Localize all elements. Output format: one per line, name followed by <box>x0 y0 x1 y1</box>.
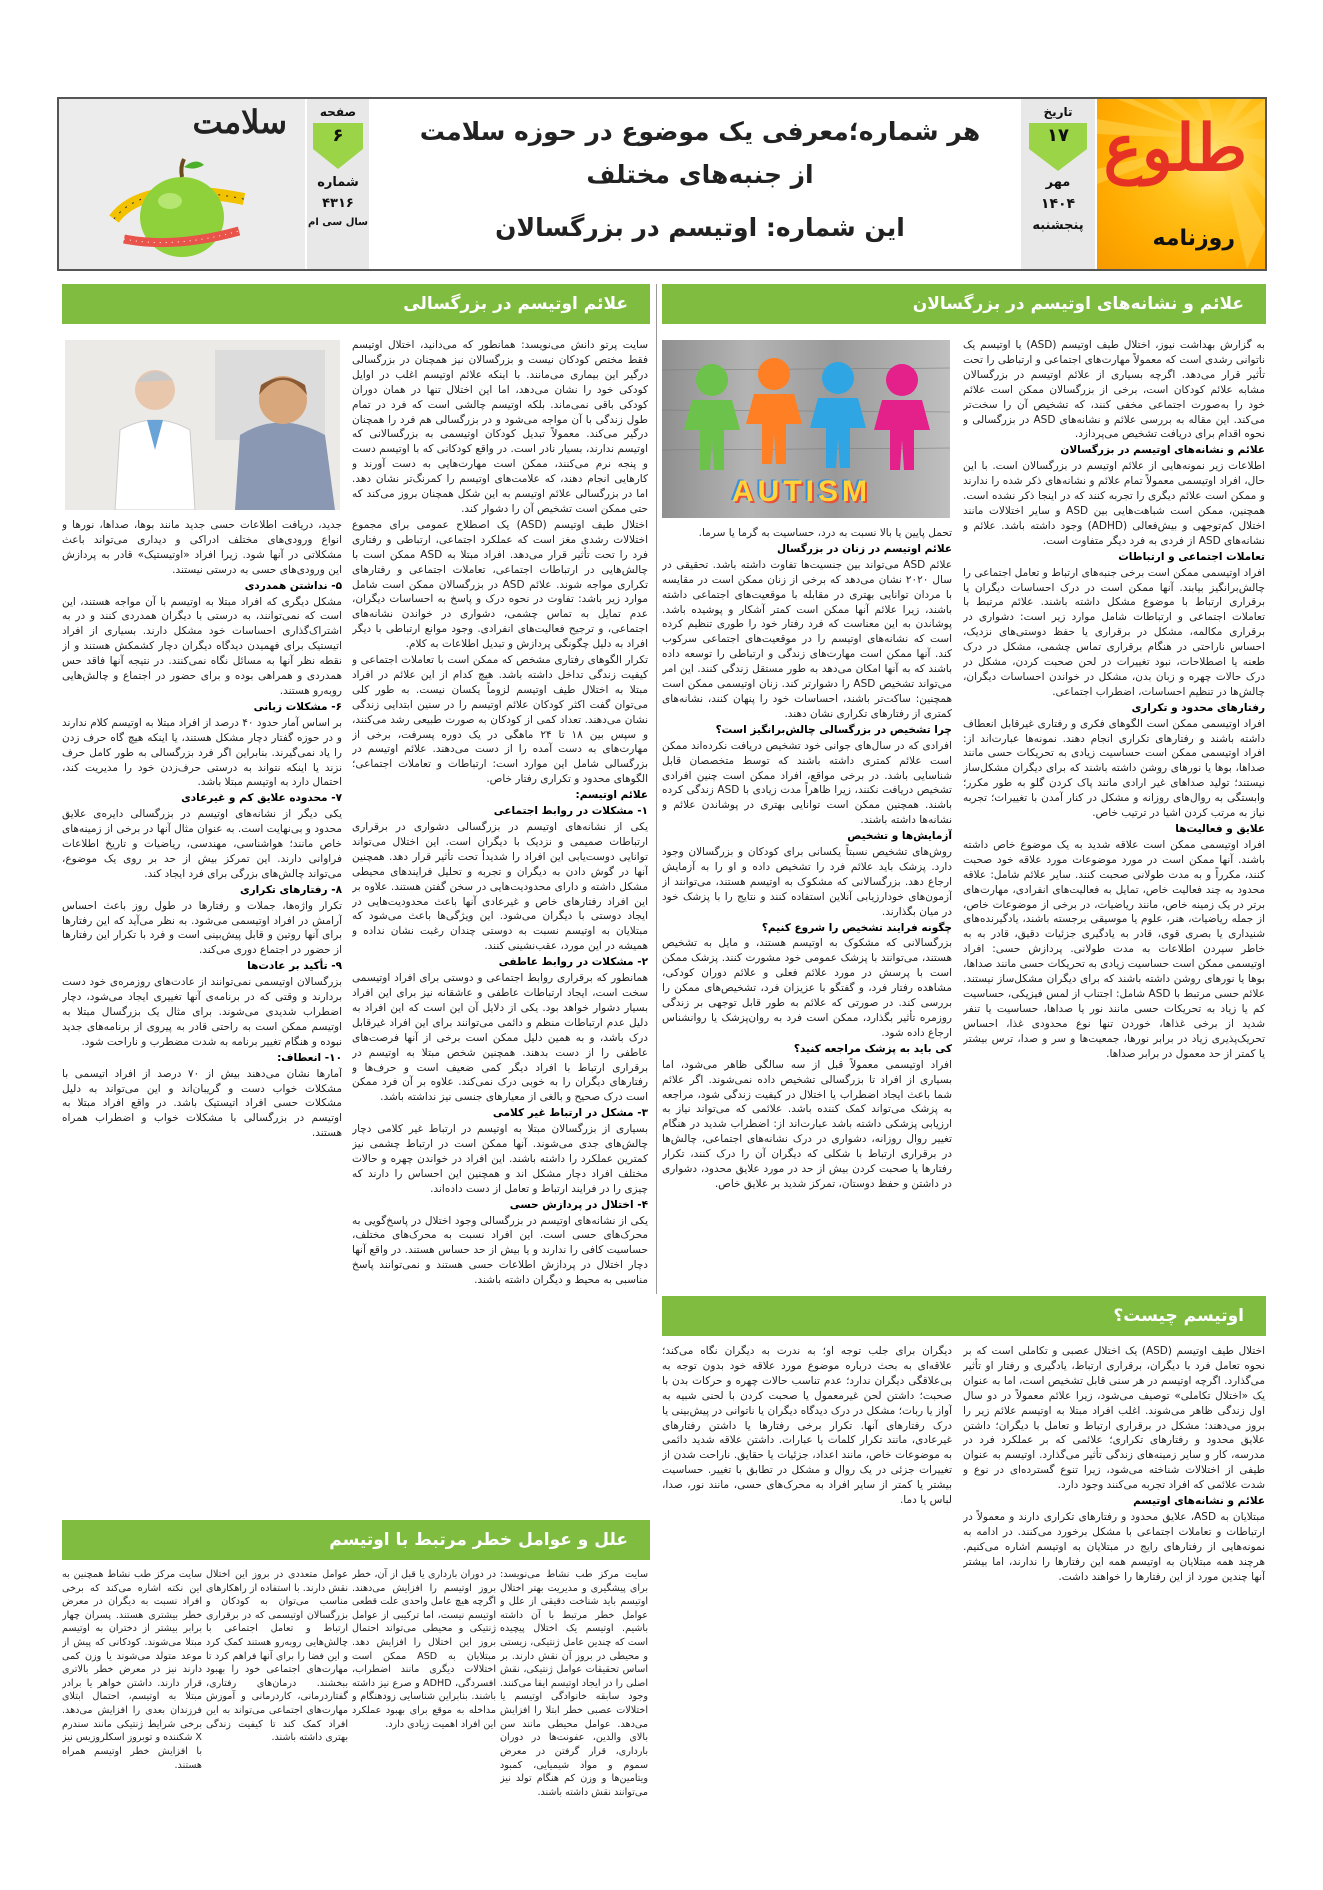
subheading: چگونه فرایند تشخیص را شروع کنیم؟ <box>761 921 952 934</box>
section-bar-risk <box>62 1520 650 1560</box>
page-label: صفحه <box>319 105 357 119</box>
subheading: ۵- نداشتن همدردی <box>244 579 342 592</box>
subheading: چرا تشخیص در بزرگسالی چالش‌برانگیز است؟ <box>715 723 952 736</box>
subheading: علائم اوتیسم در زنان در بزرگسال <box>777 542 952 555</box>
section-bar-adult-signs <box>62 284 650 324</box>
date-label: تاریخ <box>1043 105 1073 119</box>
subheading: تعاملات اجتماعی و ارتباطات <box>1118 550 1265 563</box>
subheading: ۳- مشکل در ارتباط غیر کلامی <box>492 1107 648 1120</box>
paragraph: تحمل پایین یا بالا نسبت به درد، حساسیت به گرما یا سرما. <box>698 527 952 539</box>
subheading: علائم اوتیسم: <box>575 789 648 802</box>
date-box <box>1021 99 1095 269</box>
subheading: ۶- مشکلات زبانی <box>253 700 342 713</box>
subheading: علائم و نشانه‌های اوتیسم در بزرگسالان <box>1060 444 1265 457</box>
section-title-adult-signs: علائم اوتیسم در بزرگسالی <box>403 294 628 314</box>
paragraph: اختلال طیف اوتیسم (ASD) یک اختلال عصبی و تکاملی است که بر نحوه تعامل فرد با دیگران، برقراری ارتباط، یادگیری و رفتار او تأثیر می‌گذارد. اگرچه اوتیسم در هر سنی قابل تشخیص است، اما به عنوان یک «اختلال تکاملی» توصیف می‌شود، زیرا علائم معمولاً در دو سال اول زندگی ظاهر می‌شوند. اغلب افراد مبتلا به اوتیسم علائم زیر را بروز می‌دهند: مشکل در برقراری ارتباط و تعامل با دیگران؛ داشتن علایق محدود و رفتارهای تکراری؛ علائمی که بر عملکرد فرد در مدرسه، کار و سایر زمینه‌های زندگی تأثیر می‌گذارد. اوتیسم به عنوان طیفی از اختلالات شناخته می‌شود، زیرا تنوع گسترده‌ای در نوع و شدت علائمی که افراد تجربه می‌کنند وجود دارد. <box>963 1345 1265 1492</box>
paragraph: افرادی که در سال‌های جوانی خود تشخیص دریافت نکرده‌اند ممکن است علائم کمتری داشته باشند که توسط متخصصان قابل شناسایی باشد. در برخی مواقع، افراد ممکن است چنین افرادی تشخیص دریافت نکنند، زیرا ظاهراً مدت زیادی با ASD زندگی کرده باشند. همچنین ممکن است توانایی بهتری در پوشاندن علائم و نشانه‌ها داشته باشند. <box>662 739 952 827</box>
paragraph: عوامل متعددی در بروز این اختلال نقش دارند. با استفاده از راهکارهای مناسب می‌توان به کودکان و بزرگسالان اوتیسمی که در برقراری ارتباط و تعامل اجتماعی با چالش‌هایی روبه‌رو هستند کمک کرد و این فضا را برای آنها فراهم کرد تا مهارت‌های اجتماعی خود را بهبود ببخشند. درمان‌های رفتاری، گفتاردرمانی، کاردرمانی و آموزش مهارت‌های اجتماعی می‌تواند به این افراد کمک کند تا کیفیت زندگی بهتری داشته باشند. <box>206 1569 348 1744</box>
paragraph: تکرار واژه‌ها، جملات و رفتارها در طول روز باعث احساس آرامش در افراد اوتیسمی می‌شود. به نظر می‌آید که این رفتارها برای آنها روتین و قابل پیش‌بینی است و فرد با تکرار این رفتارها از حضور در اجتماع دوری می‌کند. <box>62 899 342 957</box>
subheading: کی باید به پزشک مراجعه کنید؟ <box>793 1042 952 1055</box>
paragraph: سایت مرکز طب نشاط همچنین به این نکته اشاره می‌کند که برخی افراد نسبت به دیگران در معرض خطر بیشتری هستند. پسران چهار برابر بیشتر از دختران به اوتیسم مبتلا می‌شوند. کودکانی که پیش از موعد متولد می‌شوند یا وزن کمی دارند نیز در معرض خطر بالاتری قرار دارند. داشتن خواهر یا برادر مبتلا به اوتیسم، احتمال ابتلای فرزندان بعدی را افزایش می‌دهد. برخی شرایط ژنتیکی مانند سندرم X شکننده و توبروز اسکلروزیس نیز با افزایش خطر اوتیسم همراه هستند. <box>62 1569 202 1771</box>
doctor-patient-icon <box>65 340 340 510</box>
paragraph: دیگران برای جلب توجه او؛ به ندرت به دیگران نگاه می‌کند؛ علاقه‌ای به بحث درباره موضوع مورد علاقه خود بدون توجه به بی‌علاقگی دیگران ندارد؛ عدم تناسب حالات چهره و حرکات بدن با صحبت؛ داشتن لحن غیرمعمول یا صحبت کردن با لحنی شبیه به آواز یا ربات؛ مشکل در درک دیدگاه دیگران یا ناتوانی در پیش‌بینی یا درک رفتارهای آنها. تکرار برخی رفتارها یا داشتن رفتارهای غیرعادی، مانند تکرار کلمات یا عبارات. داشتن علاقه شدید دائمی به موضوعات خاص، مانند اعداد، جزئیات یا حقایق. ناراحت شدن از تغییرات جزئی در یک روال و مشکل در تطابق با تغییر. حساسیت بیشتر یا کمتر از سایر افراد به محرک‌های حسی، مانند نور، صدا، لباس یا دما. <box>662 1345 952 1507</box>
paragraph: یکی دیگر از نشانه‌های اوتیسم در بزرگسالی دایره‌ی علایق محدود و بی‌نهایت است. به عنوان مثال آنها در برخی از زمینه‌های خاص مانند؛ هواشناسی، مهندسی، ریاضیات و تاریخ اطلاعات فراوانی دارند. این تمرکز بیش از حد بر روی یک موضوع، می‌تواند چالش‌های بزرگی برای فرد ایجاد کند. <box>62 808 342 880</box>
paragraph: افراد اوتیسمی ممکن است الگوهای فکری و رفتاری غیرقابل انعطاف داشته باشند و رفتارهای تکراری انجام دهند. نمونه‌ها عبارت‌اند از: افراد اوتیسمی ممکن است حساسیت زیادی به تحریکات حسی مانند صداها، بوها یا نورهای روشن داشته باشند که برای دیگران مشکل‌ساز نیستند؛ تولید صداهای غیر ارادی مانند پاک کردن گلو به طور مکرر؛ وابستگی به روال‌های روزانه و مشکل در کنار آمدن با تغییرات؛ تجربه نیاز به مرتب کردن اشیا در ترتیب خاص. <box>963 717 1265 820</box>
article-signs-column-1 <box>963 338 1265 1286</box>
section-bar-signs <box>662 284 1266 324</box>
paragraph: همانطور که برقراری روابط اجتماعی و دوستی برای افراد اوتیسمی سخت است، ایجاد ارتباطات عاطفی و عاشقانه نیز برای این افراد بسیار دشوار خواهد بود. یکی از دلایل آن این است که این افراد به دلیل عدم ارتباطات منظم و دائمی می‌توانند برای این افراد غیرقابل درک باشد، و به همین دلیل ممکن است برخی از آنها فرصت‌های عاطفی را از دست بدهند. همچنین شخص مبتلا به اوتیسم در برقراری ارتباط با افراد دیگر کمی ضعیف است و حرف‌ها و رفتارهای دیگران را به خوبی درک نمی‌کند. علاوه بر آن فرد ممکن است درک صحیح و بالغی از معیارهای جنسی نیز نداشته باشد. <box>352 972 648 1104</box>
article-what-is-column-2 <box>662 1344 952 1856</box>
column-divider <box>656 284 657 1294</box>
subheading: علائم و نشانه‌های اوتیسم <box>1133 1495 1265 1508</box>
paragraph: آمارها نشان می‌دهند بیش از ۷۰ درصد از افراد اتیسمی با مشکلات خواب دست و گریبان‌اند و این می‌تواند به دلیل مشکلات حسی افراد اتیستیک باشد. در واقع افراد مبتلا به اوتیسم در بزرگسالی با مشکلات خواب و اضطراب همراه هستند. <box>62 1067 342 1140</box>
paragraph: یکی از نشانه‌های اوتیسم در بزرگسالی وجود اختلال در پاسخ‌گویی به محرک‌های حسی است. این افراد نسبت به محرک‌های مختلف، حساسیت کافی را ندارند و یا بیش از حد حساس هستند. در واقع آنها دچار اختلال در پردازش اطلاعات حسی هستند و نمی‌توانند پاسخ مناسبی به محیط و دیگران داشته باشند. <box>352 1214 648 1287</box>
article-risk-column-1 <box>500 1568 648 1858</box>
paragraph: سایت پرتو دانش می‌نویسد: همانطور که می‌دانید، اختلال اوتیسم فقط مختص کودکان نیست و بزرگسالان نیز همچنان در بزرگسالی درگیر این بیماری می‌مانند. با اینکه علائم اوتیسم اغلب در اوایل کودکی خود را نشان می‌دهد، اما این اختلال تنها در همان دوران کودکی باقی نمی‌ماند. بلکه اوتیسم چالشی است که فرد در تمام طول زندگی با آن مواجه می‌شود و در بزرگسالی هم فرد را همچنان درگیر می‌کند. معمولاً تبدیل کودکان اوتیسمی به بزرگسالانی که اوتیسم ندارند، بسیار نادر است. در واقع کودکانی که با اوتیسم دست و پنجه نرم می‌کنند، ممکن است مهارت‌هایی به دست آورند و کارهایی انجام دهند، که علامت‌های اوتیسم را کمرنگ‌تر نشان دهد. اما در بزرگسالی علائم اوتیسم به این شکل همچنان بروز می‌کند که حتی ممکن است تشخیص آن را دشوار کند. <box>352 339 648 515</box>
paragraph: اطلاعات زیر نمونه‌هایی از علائم اوتیسم در بزرگسالان است. با این حال، افراد اوتیسمی معمولاً تمام علائم و نشانه‌های ذکر شده را ندارند و ممکن است علائم دیگری را تجربه کنند که در اینجا ذکر نشده است. همچنین، ممکن است شباهت‌هایی بین ASD و سایر اختلالات مانند اختلال کم‌توجهی و بیش‌فعالی (ADHD) وجود داشته باشد. علائم و نشانه‌های ASD از فردی به فرد دیگر متفاوت است. <box>963 460 1265 547</box>
paragraph: مبتلایان به ASD، علایق محدود و رفتارهای تکراری دارند و معمولاً در ارتباطات و تعاملات اجتماعی با مشکل برخورد می‌کنند. در ادامه به نمونه‌هایی از رفتارهای رایج در مبتلایان به اوتیسم اشاره می‌کنیم. هرچند همه مبتلایان به اوتیسم همه این رفتارها را ندارند، اما بیشتر آنها چندین مورد از این رفتارها را خواهند داشت. <box>963 1510 1265 1583</box>
paragraph: افراد اوتیسمی معمولاً قبل از سه سالگی ظاهر می‌شود، اما بسیاری از افراد تا بزرگسالی تشخیص داده نمی‌شوند. اگر علائم شما باعث ایجاد اضطراب یا اختلال در کیفیت زندگی شود، مراجعه به پزشک می‌تواند کمک کننده باشد. علائمی که می‌تواند نیاز به ارزیابی پزشکی داشته باشد عبارت‌اند از: اضطراب شدید در هنگام تغییر روال روزانه، دشواری در درک نشانه‌های اجتماعی، چالش‌ها در برقراری ارتباط با شکلی که دیگران آن را درک کنند، تکرار رفتارها یا صحبت کردن بیش از حد در مورد علایق محدود، دشواری در داشتن و حفظ دوستان، تمرکز شدید بر علایق خاص. <box>662 1058 952 1190</box>
paragraph: بزرگسالانی که مشکوک به اوتیسم هستند، و مایل به تشخیص هستند، می‌توانند با پزشک عمومی خود مشورت کنند. پزشک ممکن است با پرسش در مورد علائم فعلی و علائم دوران کودکی، مشاهده رفتار فرد، و گفتگو با عزیزان فرد، تشخیص‌های ممکن را بررسی کند. در صورتی که علائم به طور قابل توجهی بر زندگی روزمره تأثیر بگذارد، ممکن است فرد به روان‌پزشک یا روانشناس ارجاع داده شود. <box>662 937 952 1039</box>
autism-figures-image <box>662 340 950 518</box>
subheading: ۹- تأکید بر عادت‌ها <box>247 960 342 973</box>
page-number: ۶ <box>313 123 363 149</box>
masthead <box>57 97 1267 271</box>
newspaper-type: روزنامه <box>1152 226 1235 251</box>
paragraph: بسیاری از بزرگسالان مبتلا به اوتیسم در ارتباط غیر کلامی دچار چالش‌های جدی می‌شوند. آنها ممکن است در ارتباط چشمی نیز کمترین عملکرد را داشته باشند. این افراد در خواندن چهره و حالات مختلف افراد دچار مشکل اند و همچنین این احساس را دارند که چیزی را در فرایند ارتباط و تعامل از دست داده‌اند. <box>352 1123 648 1195</box>
apple-measuring-tape-icon <box>104 139 254 264</box>
paragraph: سایت مرکز طب نشاط می‌نویسد: برای پیشگیری و مدیریت بهتر اختلال اوتیسم باید شناخت دقیقی از علل و عوامل خطر مرتبط با آن داشته باشیم. اوتیسم یک اختلال پیچیده است که چندین عامل ژنتیکی، زیستی و محیطی در بروز آن نقش دارند. بر اساس تحقیقات عوامل ژنتیکی، نقش اصلی را در ایجاد اوتیسم ایفا می‌کنند. وجود سابقه خانوادگی اوتیسم یا اختلالات عصبی خطر ابتلا را افزایش می‌دهد. عوامل محیطی مانند سن بالای والدین، عفونت‌ها در دوران بارداری، قرار گرفتن در معرض سموم و مواد شیمیایی، کمبود ویتامین‌ها و وزن کم هنگام تولد نیز می‌توانند نقش داشته باشند. <box>500 1569 648 1798</box>
headline-line-2: از جنبه‌های مختلف <box>586 160 814 189</box>
issue-label: شماره <box>317 175 359 190</box>
article-adult-column-2 <box>62 518 342 1513</box>
subheading: آزمایش‌ها و تشخیص <box>847 830 952 843</box>
issue-number: ۴۳۱۶ <box>322 196 354 211</box>
article-what-is-column-1 <box>963 1344 1265 1856</box>
subheading: ۱۰- انعطاف: <box>277 1051 342 1064</box>
subheading: ۲- مشکلات در روابط عاطفی <box>498 956 648 969</box>
article-signs-column-2 <box>662 526 952 1286</box>
paragraph: جدید، دریافت اطلاعات حسی جدید مانند بوها، صداها، نورها و انواع ورودی‌های مختلف ادراکی و دیداری می‌تواند باعث مشکلاتی در آنها شود. زیرا افراد «اوتیستیک» قادر به پردازش این ورودی‌های حسی به درستی نیستند. <box>62 519 342 576</box>
date-pointer-icon <box>1029 149 1087 171</box>
paragraph: به گزارش بهداشت نیوز، اختلال طیف اوتیسم (ASD) یا اوتیسم یک ناتوانی رشدی است که معمولاً مهارت‌های اجتماعی و ارتباطی را تحت تأثیر قرار می‌دهد. اگرچه بسیاری از علائم اوتیسم در بزرگسالان مشابه علائم کودکان است، برخی از بزرگسالان ممکن است علائم خود را به‌صورت اجتماعی مخفی کنند، که تشخیص آن را سخت‌تر می‌کند. این مقاله به بررسی علائم و نشانه‌های ASD در بزرگسالی و نحوه اقدام برای دریافت تشخیص می‌پردازد. <box>963 339 1265 441</box>
paragraph: روش‌های تشخیص نسبتاً یکسانی برای کودکان و بزرگسالان وجود دارد. پزشک باید علائم فرد را تشخیص داده و او را به آزمایش ارجاع دهد. بزرگسالانی که مشکوک به اوتیسم هستند، می‌توانند از آزمون‌های خودارزیابی آنلاین استفاده کنند و نتایج را با پزشک خود در میان بگذارند. <box>662 846 952 918</box>
paragraph: مشکل دیگری که افراد مبتلا به اوتیسم با آن مواجه هستند، این است که نمی‌توانند، به درستی با دیگران همدردی کنند و در به اشتراک‌گذاری احساسات خود مشکل دارند. بسیاری از افراد اتیستیک برای فهمیدن دیدگاه دیگران دچار کشمکش هستند و از نقطه نظر آنها به مسائل نگاه نمی‌کنند. در نتیجه آنها فاقد حس همدردی و همراهی بوده و برای حضور در اجتماع و چالش‌هایی رو‌به‌رو هستند. <box>62 595 342 697</box>
section-title-signs: علائم و نشانه‌های اوتیسم در بزرگسالان <box>912 294 1244 314</box>
masthead-headline <box>390 99 1010 269</box>
subheading: ۴- اختلال در پردازش حسی <box>509 1198 648 1211</box>
date-year: ۱۴۰۴ <box>1040 196 1076 212</box>
paragraph: بر اساس آمار حدود ۴۰ درصد از افراد مبتلا به اوتیسم کلام ندارند و در حوزه گفتار دچار مشکل هستند، یا اینکه هیچ گاه حرف زدن را یاد نمی‌گیرند. بنابراین اگر فرد بزرگسالی به طور کامل حرف نزند یا اینکه نتواند به درستی حرف‌زدن خود را مدیریت کند، احتمال دارد به اوتیسم مبتلا باشد. <box>62 716 342 789</box>
article-risk-column-3 <box>206 1568 348 1858</box>
article-adult-column-1 <box>352 338 648 1513</box>
autism-word: AUTISM <box>732 475 871 508</box>
weekday: پنجشنبه <box>1032 218 1084 233</box>
paragraph: افراد اوتیسمی ممکن است برخی جنبه‌های ارتباط و تعامل اجتماعی را چالش‌برانگیز بیابند. آنها ممکن است در درک احساسات دیگران یا برقراری ارتباط با موضوع مشکل داشته باشند. علائم مرتبط با تعاملات اجتماعی و ارتباطات شامل موارد زیر است: دشواری در برقراری مکالمه، مشکل در برقراری یا حفظ دوستی‌های نزدیک، احساس ناراحتی در هنگام برقراری تماس چشمی، مشکل در درک طعنه یا اصطلاحات، نبود تغییرات در لحن صحبت کردن، مشکل در درک حالات چهره و زبان بدن، مشکل در خواندن احساسات دیگران، چالش‌ها در تنظیم احساسات، اضطراب اجتماعی. <box>963 566 1265 698</box>
date-month: مهر <box>1045 175 1071 190</box>
section-box <box>59 99 305 269</box>
date-day: ۱۷ <box>1029 123 1087 149</box>
subheading: ۸- رفتارهای تکراری <box>240 883 342 896</box>
paragraph: یکی از نشانه‌های اوتیسم در بزرگسالی دشواری در برقراری ارتباطات صمیمی و نزدیک با دیگران است. این اختلال می‌تواند توانایی دوست‌یابی این افراد را شدیداً تحت تأثیر قرار دهد. همچنین آنها در گوش دادن به دیگران و تجربه و تحلیل فرایندهای محیطی مشکل داشته و دارای محدودیت‌هایی در سخن گفتن هستند. علاوه بر این افراد رفتارهای خاص و غیرعادی آنها باعث محدودیت‌هایی در ایجاد دوستی با دیگران می‌شود. این ویژگی‌ها باعث می‌شود که مبتلایان به اوتیسم نسبت به دوستی چندان رغبت نشان نداده و همیشه در این مورد، عقب‌نشینی کنند. <box>352 821 648 953</box>
subheading: علایق و فعالیت‌ها <box>1175 823 1265 835</box>
newspaper-logo <box>1097 99 1265 269</box>
headline-line-1: هر شماره؛معرفی یک موضوع در حوزه سلامت <box>419 117 981 146</box>
page-box <box>307 99 369 269</box>
subheading: رفتارهای محدود و تکراری <box>1131 701 1265 714</box>
article-risk-column-4 <box>62 1568 202 1858</box>
paragraph: علائم ASD می‌تواند بین جنسیت‌ها تفاوت داشته باشد. تحقیقی در سال ۲۰۲۰ نشان می‌دهد که برخی از زنان ممکن است در مقایسه با مردان توانایی بهتری در مقابله با موقعیت‌های اجتماعی داشته باشند، زیرا علائم آنها ممکن است کمتر آشکار و پوشیده باشد. پوشاندن به این معناست که فرد رفتار خود را طوری تنظیم کرده است که نشانه‌های اوتیسم را در موقعیت‌های اجتماعی سرکوب کند. آنها ممکن است مهارت‌های زندگی و ارتباطی را توسعه داده باشند که به آنها امکان می‌دهد به طور مستقل زندگی کنند. این امر می‌تواند تشخیص ASD را دشوارتر کند. زنان اوتیسمی ممکن است همچنین: ساکت‌تر باشند، احساسات خود را پنهان کنند، نشانه‌های کمتری از رفتارهای تکراری نشان دهند. <box>662 558 952 720</box>
subheading: ۷- محدوده علایق کم و غیرعادی <box>181 792 342 805</box>
newspaper-brand: طلوع <box>1103 111 1247 186</box>
year-label: سال سی ام <box>308 217 368 228</box>
subheading: ۱- مشکلات در روابط اجتماعی <box>493 805 648 818</box>
paragraph: بزرگسالان اوتیسمی نمی‌توانند از عادت‌های روزمره‌ی خود دست بردارند و وقتی که در برنامه‌ی آنها تغییری ایجاد می‌شود، دچار اضطراب شدیدی می‌شوند. برای مثال یک بزرگسال مبتلا به اوتیسم ممکن است به راحتی قادر به پیروی از برنامه‌های جدید نبوده و هنگام تغییر برنامه به شدت مضطرب و ناراحت شود. <box>62 976 342 1048</box>
page-pointer-icon <box>313 149 363 169</box>
section-title-risk: علل و عوامل خطر مرتبط با اوتیسم <box>329 1530 628 1550</box>
section-bar-what-is <box>662 1296 1266 1336</box>
headline-line-3: این شماره: اوتیسم در بزرگسالان <box>495 213 905 242</box>
paragraph: افراد اوتیسمی ممکن است علاقه شدید به یک موضوع خاص داشته باشند. آنها ممکن است در مورد موضوعات مورد علاقه خود صحبت کنند، مکرراً و به مدت طولانی صحبت کنند. سایر علائم شامل: علاقه محدود به چند فعالیت خاص، تمایل به فعالیت‌های انفرادی، مهارت‌های برتر در یک زمینه خاص، مانند ریاضیات، در برخی از موضوعات خاص، از جمله ریاضیات، هنر، علوم یا موسیقی برجسته باشند، یادگیرنده‌های شنیداری یا بصری قوی، قادر به یادگیری جزئیات دقیق، قادر به به خاطر سپردن اطلاعات به مدت طولانی. پردازش حسی: افراد اوتیسمی ممکن است حساسیت زیادی به تحریکات حسی مانند صداها، بوها یا نورهای روشن داشته باشند که برای دیگران مشکل‌ساز نیستند. علائم حسی مرتبط با ASD شامل: اجتناب از لمس فیزیکی، حساسیت کم یا زیاد به تحریکات حسی مانند نور یا صداها، حساسیت یا تنفر شدید از برخی غذاها، خوردن تنها نوع محدودی غذا، احساس تحریک‌پذیری زیاد در برابر نورها، جمعیت‌ها و سر و صدا، ترس بیشتر یا کمتر از حد معمول در برابر صداها. <box>963 838 1265 1060</box>
section-title-what-is: اوتیسم چیست؟ <box>1113 1306 1244 1326</box>
doctor-consultation-image <box>65 340 340 510</box>
paragraph: در دوران بارداری یا قبل از آن، خطر بروز اوتیسم را افزایش می‌دهند. اگرچه هیچ عامل واحدی علت قطعی اوتیسم نیست، اما ترکیبی از عوامل ژنتیکی و محیطی می‌تواند احتمال بروز این اختلال را افزایش دهد. مبتلایان به ASD ممکن است اختلالات دیگری مانند اضطراب، افسردگی، ADHD و صرع نیز داشته باشند. بنابراین شناسایی زودهنگام و مداخله به موقع برای بهبود عملکرد این افراد اهمیت زیادی دارد. <box>352 1569 496 1730</box>
article-risk-column-2 <box>352 1568 496 1858</box>
section-name: سلامت <box>192 103 287 141</box>
paragraph: اختلال طیف اوتیسم (ASD) یک اصطلاح عمومی برای مجموع اختلالات رشدی مغز است که عملکرد اجتماعی، ارتباطی و رفتاری فرد را تحت تأثیر قرار می‌دهد. افراد مبتلا به ASD ممکن است با چالش‌هایی در ارتباطات اجتماعی، تعاملات اجتماعی و رفتارهای تکراری مواجه شوند. علائم ASD در بزرگسالان ممکن است شامل موارد زیر باشد: تفاوت در نحوه درک و پاسخ به احساسات دیگران، عدم تمایل به تماس چشمی، دشواری در خواندن نشانه‌های اجتماعی، و ترجیح فعالیت‌های انفرادی. وجود موانع ارتباطی با دیگر افراد به دلیل چگونگی پردازش و تبدیل اطلاعات به کلام. <box>352 518 648 651</box>
paragraph: تکرار الگوهای رفتاری مشخص که ممکن است با تعاملات اجتماعی و کیفیت زندگی تداخل داشته باشد. هیچ کدام از این علائم در افراد مبتلا به اختلال طیف اوتیسم لزوماً یکسان نیست. به طور کلی می‌توان گفت اکثر کودکان علائم اوتیسم را در سنین ابتدایی زندگی نشان می‌دهند. تعداد کمی از کودکان به صورت طبیعی رشد می‌کنند، و سپس بین ۱۸ تا ۲۴ ماهگی در یک دوره پسرفت، برخی از مهارت‌های به دست آمده را از دست می‌دهند. علائم اوتیسم در بزرگسالی شامل این موارد است: ارتباطات و تعاملات اجتماعی؛ الگوهای محدود و تکراری رفتار خاص. <box>352 654 648 786</box>
